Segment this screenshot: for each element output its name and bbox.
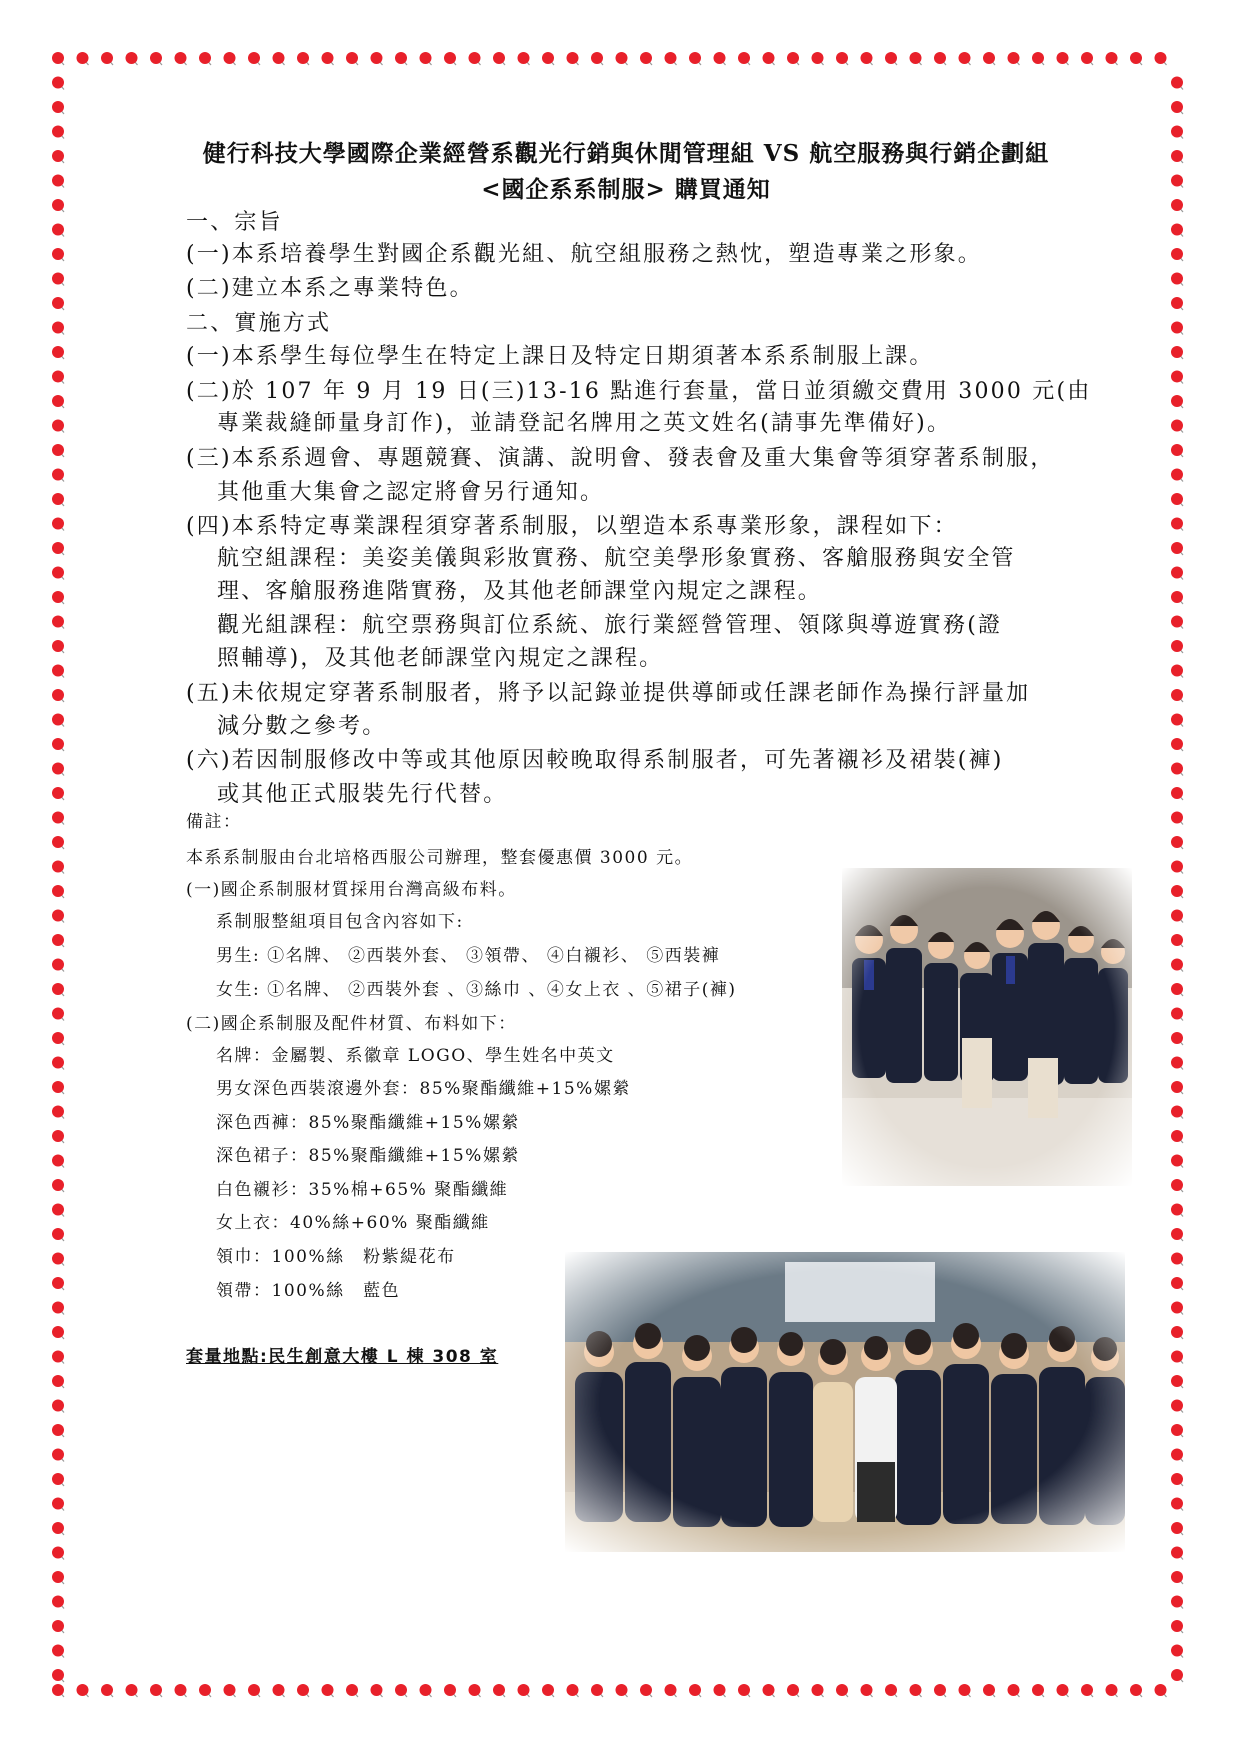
notes-female-items: 女生: ①名牌、 ②西裝外套 、③絲巾 、④女上衣 、⑤裙子(褲): [216, 980, 737, 1000]
section1-item: (一)本系培養學生對國企系觀光組、航空組服務之熱忱，塑造專業之形象。: [186, 242, 982, 267]
notes-label: 備註：: [186, 812, 242, 832]
notes-male-items: 男生: ①名牌、 ②西裝外套、 ③領帶、 ④白襯衫、 ⑤西裝褲: [216, 946, 721, 966]
notes-intro: 本系系制服由台北培格西服公司辦理，整套優惠價 3000 元。: [186, 848, 694, 868]
material-line: 領巾：100%絲 粉紫緹花布: [216, 1247, 456, 1267]
notes-contents-label: 系制服整組項目包含內容如下:: [216, 912, 464, 932]
section2-line: (三)本系系週會、專題競賽、演講、說明會、發表會及重大集會等須穿著系制服，: [186, 446, 1055, 471]
section2-line: 減分數之參考。: [217, 714, 387, 739]
material-line: 男女深色西裝滾邊外套：85%聚酯纖維+15%嫘縈: [216, 1079, 631, 1099]
section2-line: (六)若因制服修改中等或其他原因較晚取得系制服者，可先著襯衫及裙裝(褲): [186, 748, 1004, 773]
section2-line: 航空組課程：美姿美儀與彩妝實務、航空美學形象實務、客艙服務與安全管: [217, 546, 1016, 571]
section2-heading: 二、實施方式: [186, 311, 332, 336]
section1-item: (二)建立本系之專業特色。: [186, 276, 474, 301]
section2-line: 理、客艙服務進階實務，及其他老師課堂內規定之課程。: [217, 579, 823, 604]
section2-line: (二)於 107 年 9 月 19 日(三)13-16 點進行套量，當日並須繳交費用 3000 元(由: [186, 379, 1092, 404]
section1-heading: 一、宗旨: [186, 210, 283, 235]
notes-item1: (一)國企系制服材質採用台灣高級布料。: [186, 880, 517, 900]
section2-line: (五)未依規定穿著系制服者，將予以記錄並提供導師或任課老師作為操行評量加: [186, 681, 1031, 706]
section2-line: 照輔導)，及其他老師課堂內規定之課程。: [217, 646, 664, 671]
section2-line: 或其他正式服裝先行代替。: [217, 782, 508, 807]
material-line: 白色襯衫：35%棉+65% 聚酯纖維: [216, 1180, 509, 1200]
uniform-group-photo: [842, 868, 1132, 1186]
large-group-photo: [565, 1252, 1125, 1552]
section2-line: 其他重大集會之認定將會另行通知。: [217, 480, 605, 505]
material-line: 女上衣：40%絲+60% 聚酯纖維: [216, 1213, 490, 1233]
material-line: 深色裙子：85%聚酯纖維+15%嫘縈: [216, 1146, 520, 1166]
section2-line: (四)本系特定專業課程須穿著系制服，以塑造本系專業形象，課程如下：: [186, 514, 958, 539]
notes-item2: (二)國企系制服及配件材質、布料如下：: [186, 1014, 517, 1034]
section2-line: 觀光組課程：航空票務與訂位系統、旅行業經營管理、領隊與導遊實務(證: [217, 613, 1003, 638]
section2-line: 專業裁縫師量身訂作)，並請登記名牌用之英文姓名(請事先準備好)。: [217, 411, 952, 436]
material-line: 領帶：100%絲 藍色: [216, 1281, 401, 1301]
material-line: 名牌：金屬製、系徽章 LOGO、學生姓名中英文: [216, 1046, 615, 1066]
measurement-location: 套量地點:民生創意大樓 L 棟 308 室: [186, 1347, 499, 1367]
notice-title-line1: 健行科技大學國際企業經營系觀光行銷與休閒管理組 VS 航空服務與行銷企劃組: [202, 140, 1050, 167]
material-line: 深色西褲：85%聚酯纖維+15%嫘縈: [216, 1113, 520, 1133]
section2-line: (一)本系學生每位學生在特定上課日及特定日期須著本系系制服上課。: [186, 344, 934, 369]
notice-title-line2: <國企系系制服> 購買通知: [481, 176, 771, 203]
